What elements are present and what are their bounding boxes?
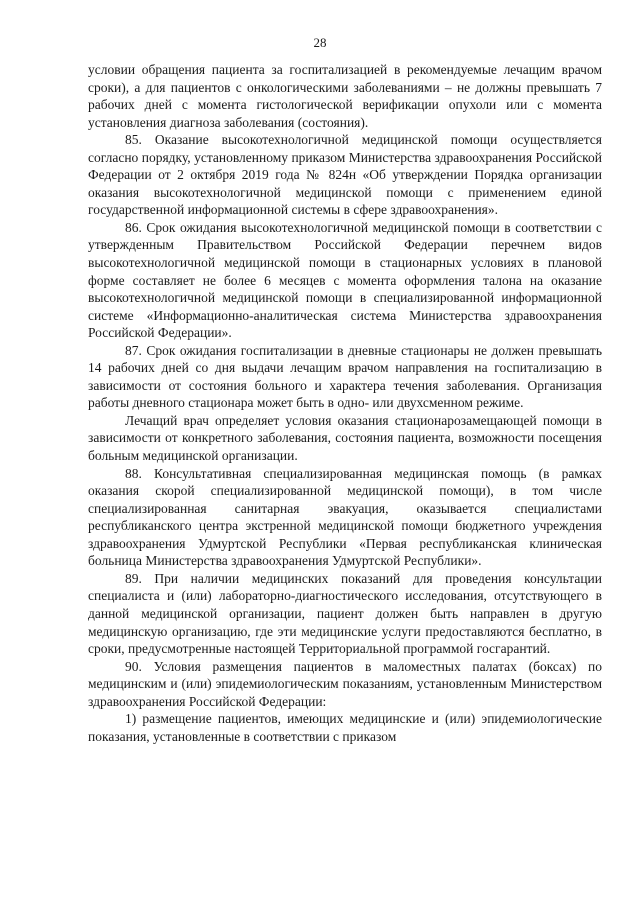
paragraph-87-attending-physician: Лечащий врач определяет условия оказания стационарозамещающей помощи в зависимости от конкретного заболевания, состояния пациента, возможности посещения больным медицинской организации. [88,412,602,464]
paragraph-85: 85. Оказание высокотехнологичной медицинской помощи осуществляется согласно порядку, установленному приказом Министерства здравоохранения Российской Федерации от 2 октября 2019 года № 824н «Об утверждении Порядка организации оказания высокотехнологичной медицинской помощи с применением единой государственной информационной системы в сфере здравоохранения». [88,132,602,218]
paragraph-continuation: условии обращения пациента за госпитализацией в рекомендуемые лечащим врачом сроки), а для пациентов с онкологическими заболеваниями – не должны превышать 7 рабочих дней с момента гистологической верификации опухоли или с момента установления диагноза заболевания (состояния). [88,62,602,130]
page-number: 28 [313,35,327,50]
paragraph-86: 86. Срок ожидания высокотехнологичной медицинской помощи в соответствии с утвержденным Правительством Российской Федерации перечнем видов высокотехнологичной медицинской помощи в стационарных условиях в плановой форме составляет не более 6 месяцев с момента оформления талона на оказание высокотехнологичной медицинской помощи в специализированной информационной системе «Информационно-аналитическая система Министерства здравоохранения Российской Федерации». [88,219,602,341]
document-body [88,61,602,745]
paragraph-90: 90. Условия размещения пациентов в маломестных палатах (боксах) по медицинским и (или) эпидемиологическим показаниям, установленным Министерством здравоохранения Российской Федерации: [88,658,602,709]
paragraph-88: 88. Консультативная специализированная медицинская помощь (в рамках оказания скорой специализированной медицинской помощи), в том числе специализированная санитарная эвакуация, оказывается специалистами республиканского центра экстренной медицинской помощи бюджетного учреждения здравоохранения Удмуртской Республики «Первая республиканская клиническая больница Министерства здравоохранения Удмуртской Республики». [88,465,602,569]
paragraph-90-item-1: 1) размещение пациентов, имеющих медицинские и (или) эпидемиологические показания, установленные в соответствии с приказом [88,711,602,744]
paragraph-89: 89. При наличии медицинских показаний для проведения консультации специалиста и (или) лабораторно-диагностического исследования, отсутствующего в данной медицинской организации, пациент должен быть направлен в другую медицинскую организацию, где эти медицинские услуги предоставляются бесплатно, в сроки, предусмотренные настоящей Территориальной программой госгарантий. [88,570,602,657]
paragraph-87: 87. Срок ожидания госпитализации в дневные стационары не должен превышать 14 рабочих дней со дня выдачи лечащим врачом направления на госпитализацию в зависимости от состояния больного и характера течения заболевания. Организация работы дневного стационара может быть в одно- или двухсменном режиме. [88,342,602,411]
